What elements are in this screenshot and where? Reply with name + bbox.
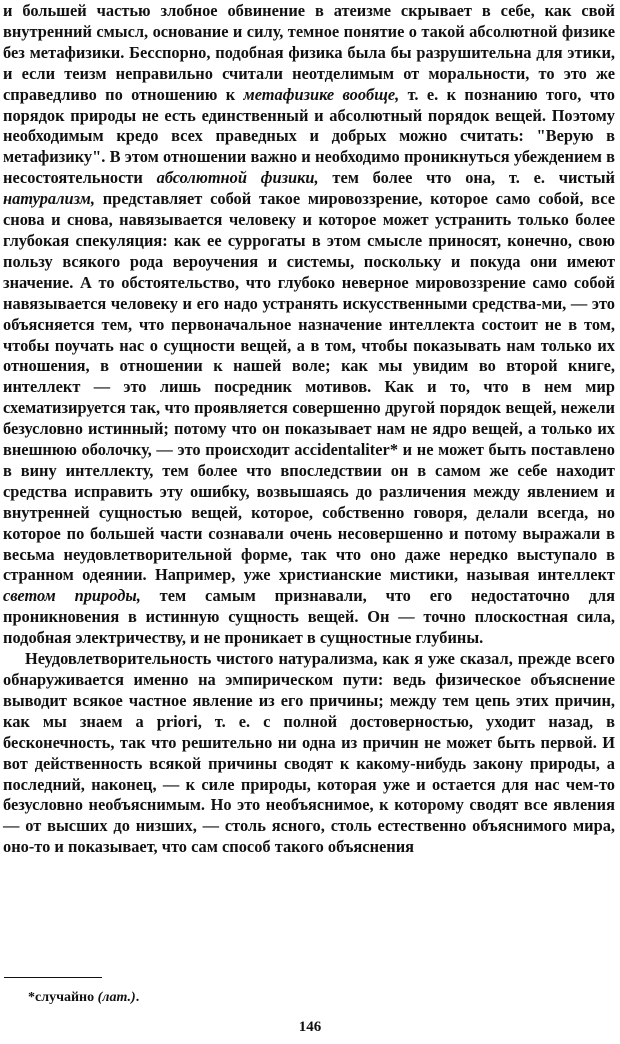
footnote-tail: .	[135, 990, 140, 1005]
text-run: Неудовлетворительность чистого натурализма, как я уже сказал, прежде всего обнаруживается именно на эмпирическом пути: ведь физическое объяснение выводит всякое частное явление из его причины; между тем цепь этих причин, как мы знаем a priori, т. е. с полной достоверностью, уходит назад, в бесконечность, так что решительно ни одна из причин не может быть первой. И вот действенность всякой причины сводят к какому-нибудь закону природы, а последний, наконец, — к силе природы, которая уже и остается для нас чем-то безусловно необъяснимым. Но это необъяснимое, к которому сводят все явления — от высших до низших, — столь ясного, столь естественно объяснимого мира, оно-то и показывает, что сам способ такого объяснения	[3, 649, 615, 857]
text-run: представляет собой такое мировоззрение, которое само собой, все снова и снова, навязывается человеку и которое может устранить только более глубокая спекуляция: как ее суррогаты в этом смысле приносят, конечно, свою пользу всякого рода вероучения и системы, поскольку и покуда они имеют значение. А то обстоятельство, что глубоко неверное мировоззрение само собой навязывается человеку и его надо устранять искусственными средства-ми, — это объясняется тем, что первоначальное назначение интеллекта состоит не в том, чтобы поучать нас о сущности вещей, а в том, чтобы показывать нам только их отношения, в отношении к нашей воле; как мы увидим во второй книге, интеллект — это лишь посредник мотивов. Как и то, что в нем мир схематизируется так, что проявляется совершенно другой порядок вещей, нежели безусловно истинный; потому что он показывает нам не ядро вещей, а только их внешнюю оболочку, — это происходит accidentaliter* и не может быть поставлено в вину интеллекту, тем более что впоследствии он в самом же себе находит средства исправить эту ошибку, возвышаясь до различения между явлением и внутренней сущностью вещей, которое, собственно говоря, делали всегда, но которое по большей части сознавали очень несовершенно и потому выражали в весьма неудовлетворительной форме, так что оно даже нередко выступало в странном одеянии. Например, уже христианские мистики, называя интеллект	[3, 189, 615, 585]
emphasized-text: натурализм,	[3, 189, 95, 209]
paragraph	[3, 1, 615, 649]
page-number: 146	[298, 1019, 322, 1035]
paragraph	[3, 649, 615, 858]
text-run: т. е. к познанию того, что порядок природы не есть единственный и абсолютный порядок вещей. Поэтому необходимым кредо всех праведных и добрых можно считать: "Верую в метафизику". В этом отношении важно и необходимо проникнуться убеждением в несостоятельности	[3, 84, 615, 188]
text-run: тем более что она, т. е. чистый	[318, 168, 615, 188]
text-run: тем самым признавали, что его недостаточно для проникновения в истинную сущность вещей. Он — точно плоскостная сила, подобная электричеству, и не проникает в сущностные глубины.	[3, 586, 615, 648]
emphasized-text: светом природы,	[3, 586, 141, 606]
page-body-text	[3, 1, 615, 858]
footnote-divider	[4, 977, 102, 978]
footnote-text: *случайно	[28, 990, 98, 1005]
emphasized-text: метафизике вообще,	[243, 84, 400, 104]
emphasized-text: абсолютной физики,	[156, 168, 319, 188]
footnote-language-note: (лат.)	[97, 990, 136, 1005]
text-run: и большей частью злобное обвинение в атеизме скрывает в себе, как свой внутренний смысл, основание и силу, темное понятие о такой абсолютной физике без метафизики. Бесспорно, подобная физика была бы разрушительна для этики, и если теизм неправильно считали неотделимым от моральности, то это же справедливо по отношению к	[3, 1, 615, 104]
footnote	[28, 989, 139, 1007]
